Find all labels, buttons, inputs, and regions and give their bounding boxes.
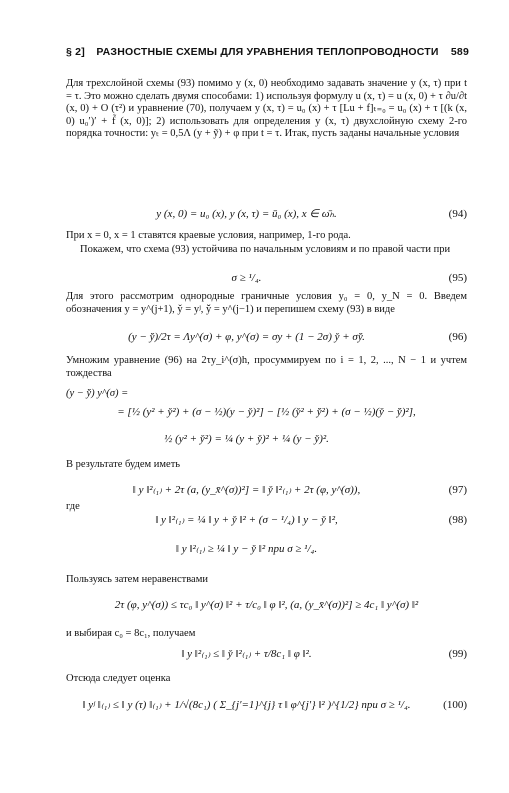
page-number: 589 (450, 46, 469, 58)
inequalities (66, 597, 467, 613)
paragraph-8: и выбирая c₀ = 8c₁, получаем (66, 628, 196, 639)
identity-line-3-formula: ½ (y² + y̌²) = ¼ (y + y̌)² + ¼ (y − y̌)². (164, 433, 329, 445)
equation-98b (66, 541, 467, 557)
identity-line-2-formula: = [½ (y² + y̌²) + (σ − ½)(y − y̌)²] − [½ (y̌² + y̌̌²) + (σ − ½)(y̌ − y̌̌)²], (117, 406, 416, 418)
equation-94-number: (94) (448, 208, 467, 220)
equation-97-formula: ‖ y ‖²₍₁₎ + 2τ (a, (y_x̄^(σ))²] = ‖ y̌ ‖²₍₁₎ + 2τ (φ, y^(σ)), (132, 484, 361, 496)
identity-line-3 (66, 431, 467, 447)
paragraph-5: Умножим уравнение (96) на 2τy_i^(σ)h, просуммируем по i = 1, 2, ..., N − 1 и учтем тождества (66, 355, 467, 379)
equation-94 (66, 206, 467, 222)
equation-99-formula: ‖ y ‖²₍₁₎ ≤ ‖ y̌ ‖²₍₁₎ + τ/8c₁ ‖ φ ‖². (181, 648, 312, 660)
equation-95 (66, 270, 467, 286)
paragraph-4: Для этого рассмотрим однородные граничные условия y₀ = 0, y_N = 0. Введем обозначения y = y^(j+1), y̌ = yʲ, y̌̌ = y^(j−1) и перепишем схему (93) в виде (66, 291, 467, 315)
equation-98 (66, 512, 467, 528)
paragraph-7: Пользуясь затем неравенствами (66, 574, 208, 585)
equation-97-number: (97) (448, 484, 467, 496)
equation-95-formula: σ ≥ ¹/₄. (231, 272, 262, 284)
equation-99 (66, 646, 467, 662)
equation-100 (66, 697, 467, 713)
identity-line-2 (66, 404, 467, 420)
paragraph-2: При x = 0, x = 1 ставятся краевые условия, например, 1-го рода. (66, 230, 351, 241)
where-label: где (66, 501, 80, 512)
paragraph-6: В результате будем иметь (66, 459, 181, 470)
section-mark: § 2] (66, 46, 85, 58)
equation-99-number: (99) (448, 648, 467, 660)
equation-98-formula: ‖ y ‖²₍₁₎ = ¼ ‖ y + y̌ ‖² + (σ − ¹/₄) ‖ y − y̌ ‖², (155, 514, 338, 526)
equation-100-formula: ‖ yʲ ‖₍₁₎ ≤ ‖ y (τ) ‖₍₁₎ + 1/√(8c₁) ( Σ_{j′=1}^{j} τ ‖ φ^{j′} ‖² )^{1/2} при σ ≥ ¹/₄. (82, 699, 411, 711)
equation-95-number: (95) (448, 272, 467, 284)
paragraph-1: Для трехслойной схемы (93) помимо y (x, 0) необходимо задавать значение y (x, τ) при t = τ. Это можно сделать двумя способами: 1) используя формулу u (x, τ) = u (x, 0) + τ ∂u/∂t (x, 0) + O (τ²) и уравнение (70), получаем y (x, τ) = u₀ (x) + τ [Lu + f]ₜ₌₀ = u₀ (x) + τ [(k (x, 0) u₀′)′ + f̃ (x, 0)]; 2) использовать для определения y (x, τ) двухслойную схему 2-го порядка точности: yₜ = 0,5Λ (y + ỹ) + φ при t = τ. Итак, пусть заданы начальные условия (66, 78, 467, 139)
equation-100-number: (100) (443, 699, 467, 711)
paragraph-9: Отсюда следует оценка (66, 673, 171, 684)
identity-line-1: (y − y̌̌) y^(σ) = (66, 388, 129, 399)
equation-94-formula: y (x, 0) = u₀ (x), y (x, τ) = ū₀ (x), x ∈ ω̄ₕ. (156, 208, 337, 220)
equation-98-number: (98) (448, 514, 467, 526)
equation-97 (66, 482, 467, 498)
equation-98b-formula: ‖ y ‖²₍₁₎ ≥ ¼ ‖ y − y̌ ‖² при σ ≥ ¹/₄. (175, 543, 318, 555)
equation-96-formula: (y − y̌̌)/2τ = Λy^(σ) + φ, y^(σ) = σy + (1 − 2σ) y̌ + σy̌̌. (128, 331, 365, 343)
paragraph-3: Покажем, что схема (93) устойчива по начальным условиям и по правой части при (80, 244, 451, 255)
inequalities-formula: 2τ (φ, y^(σ)) ≤ τc₀ ‖ y^(σ) ‖² + τ/c₀ ‖ φ ‖², (a, (y_x̄^(σ))²] ≥ 4c₁ ‖ y^(σ) ‖² (114, 599, 419, 611)
equation-96 (66, 329, 467, 345)
equation-96-number: (96) (448, 331, 467, 343)
header-title: РАЗНОСТНЫЕ СХЕМЫ ДЛЯ УРАВНЕНИЯ ТЕПЛОПРОВОДНОСТИ (96, 46, 439, 58)
